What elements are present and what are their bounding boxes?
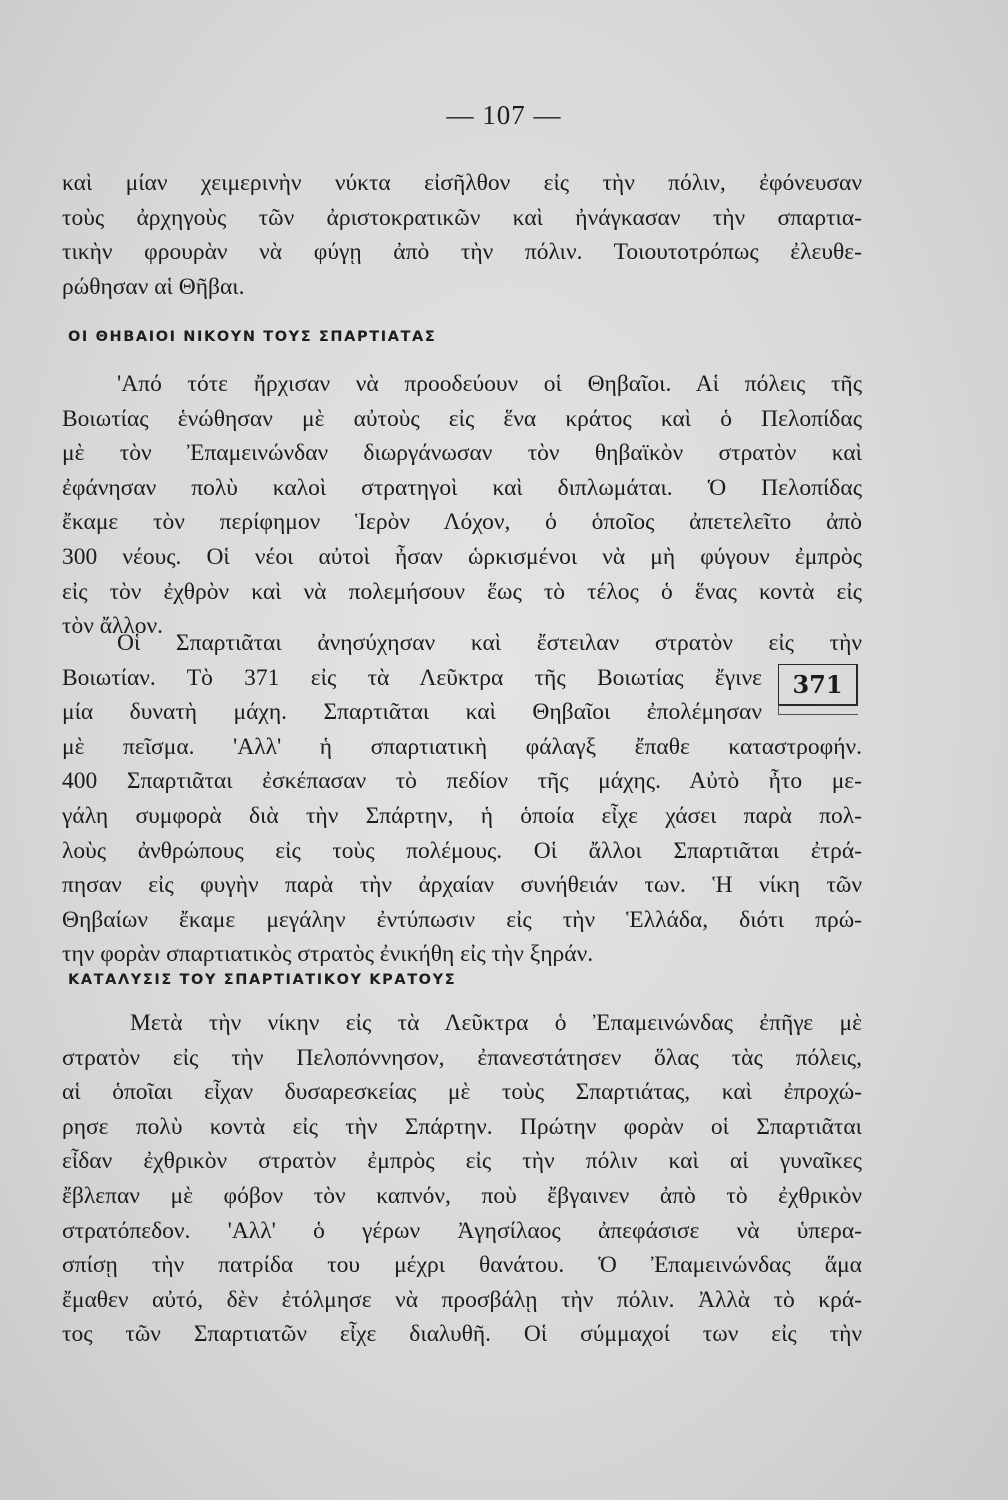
section-heading-dissolution-spartan-state: ΚΑΤΑΛΥΣΙΣ ΤΟΥ ΣΠΑΡΤΙΑΤΙΚΟΥ ΚΡΑΤΟΥΣ [68, 972, 457, 988]
text-line: εἰς τὸν ἐχθρὸν καὶ νὰ πολεμήσουν ἕως τὸ τέλος ὁ ἕνας κοντὰ εἰς [62, 578, 862, 605]
paragraph-continuation [62, 166, 862, 304]
text-line: τὸν ἄλλον. [62, 613, 164, 640]
text-line: 'Από τότε ἤρχισαν νὰ προοδεύουν οἱ Θηβαῖοι. Αἱ πόλεις τῆς [117, 371, 862, 397]
text-line: μὲ πεῖσμα. 'Αλλ' ἡ σπαρτιατικὴ φάλαγξ ἔπαθε καταστροφήν. [62, 733, 862, 760]
text-line: ρώθησαν αἱ Θῆβαι. [62, 273, 245, 300]
paragraph-leuctra [62, 626, 862, 972]
text-line: λοὺς ἀνθρώπους εἰς τοὺς πολέμους. Οἱ ἄλλοι Σπαρτιᾶται ἐτρά- [62, 837, 862, 864]
text-line: Θηβαίων ἔκαμε μεγάλην ἐντύπωσιν εἰς τὴν Ἑλλάδα, διότι πρώ- [62, 906, 862, 933]
text-line: Βοιωτίας ἑνώθησαν μὲ αὐτοὺς εἰς ἕνα κράτος καὶ ὁ Πελοπίδας [62, 405, 862, 432]
text-line: την φορὰν σπαρτιατικὸς στρατὸς ἐνικήθη εἰς τὴν ξηράν. [62, 941, 594, 968]
text-line: τοὺς ἀρχηγοὺς τῶν ἀριστοκρατικῶν καὶ ἠνάγκασαν τὴν σπαρτια- [62, 204, 862, 231]
section-heading-thebans-defeat-spartans: ΟΙ ΘΗΒΑΙΟΙ ΝΙΚΟΥΝ ΤΟΥΣ ΣΠΑΡΤΙΑΤΑΣ [68, 329, 437, 345]
text-line: ἔμαθεν αὐτό, δὲν ἐτόλμησε νὰ προσβάλῃ τὴν πόλιν. Ἀλλὰ τὸ κρά- [62, 1286, 862, 1313]
text-line: σπίσῃ τὴν πατρίδα του μέχρι θανάτου. Ὁ Ἐπαμεινώνδας ἅμα [62, 1252, 862, 1279]
text-line: Οἱ Σπαρτιᾶται ἀνησύχησαν καὶ ἔστειλαν στρατὸν εἰς τὴν [117, 630, 862, 656]
text-line: Μετὰ τὴν νίκην εἰς τὰ Λεῦκτρα ὁ Ἐπαμεινώνδας ἐπῆγε μὲ [130, 1010, 862, 1036]
margin-date-box: 371 [778, 664, 858, 706]
text-line: τος τῶν Σπαρτιατῶν εἶχε διαλυθῆ. Οἱ σύμμαχοί των εἰς τὴν [62, 1321, 862, 1348]
text-line: ἐφάνησαν πολὺ καλοὶ στρατηγοὶ καὶ διπλωμάται. Ὁ Πελοπίδας [62, 474, 862, 501]
text-line: στρατὸν εἰς τὴν Πελοπόννησον, ἐπανεστάτησεν ὅλας τὰς πόλεις, [62, 1044, 862, 1071]
text-line: Βοιωτίαν. Τὸ 371 εἰς τὰ Λεῦκτρα τῆς Βοιωτίας ἔγινε [62, 664, 762, 691]
text-line: καὶ μίαν χειμερινὴν νύκτα εἰσῆλθον εἰς τὴν πόλιν, ἐφόνευσαν [62, 170, 862, 196]
text-line: τικὴν φρουρὰν νὰ φύγῃ ἀπὸ τὴν πόλιν. Τοιουτοτρόπως ἐλευθε- [62, 239, 862, 266]
text-line: ρησε πολὺ κοντὰ εἰς τὴν Σπάρτην. Πρώτην φορὰν οἱ Σπαρτιᾶται [62, 1113, 862, 1140]
paragraph-epaminondas-invasion [62, 1006, 862, 1352]
text-line: ἔκαμε τὸν περίφημον Ἱερὸν Λόχον, ὁ ὁποῖος ἀπετελεῖτο ἀπὸ [62, 509, 862, 536]
margin-date-box-frame [778, 705, 858, 715]
text-line: πησαν εἰς φυγὴν παρὰ τὴν ἀρχαίαν συνήθειάν των. Ἡ νίκη τῶν [62, 872, 862, 899]
text-line: μὲ τὸν Ἐπαμεινώνδαν διωργάνωσαν τὸν θηβαϊκὸν στρατὸν καὶ [62, 440, 862, 467]
text-line: 300 νέους. Οἱ νέοι αὐτοὶ ἦσαν ὡρκισμένοι νὰ μὴ φύγουν ἐμπρὸς [62, 543, 862, 570]
paragraph-thebes-rise [62, 367, 862, 644]
text-line: αἱ ὁποῖαι εἶχαν δυσαρεσκείας μὲ τοὺς Σπαρτιάτας, καὶ ἐπροχώ- [62, 1079, 862, 1106]
text-line: μία δυνατὴ μάχη. Σπαρτιᾶται καὶ Θηβαῖοι ἐπολέμησαν [62, 699, 762, 726]
text-line: ἔβλεπαν μὲ φόβον τὸν καπνόν, ποὺ ἔβγαινεν ἀπὸ τὸ ἐχθρικὸν [62, 1182, 862, 1209]
text-line: στρατόπεδον. 'Αλλ' ὁ γέρων Ἀγησίλαος ἀπεφάσισε νὰ ὑπερα- [62, 1217, 862, 1244]
text-line: γάλη συμφορὰ διὰ τὴν Σπάρτην, ἡ ὁποία εἶχε χάσει παρὰ πολ- [62, 802, 862, 829]
page-number: — 107 — [446, 100, 562, 130]
text-line: 400 Σπαρτιᾶται ἐσκέπασαν τὸ πεδίον τῆς μάχης. Αὐτὸ ἦτο με- [62, 768, 862, 795]
text-line: εἶδαν ἐχθρικὸν στρατὸν ἐμπρὸς εἰς τὴν πόλιν καὶ αἱ γυναῖκες [62, 1148, 862, 1175]
